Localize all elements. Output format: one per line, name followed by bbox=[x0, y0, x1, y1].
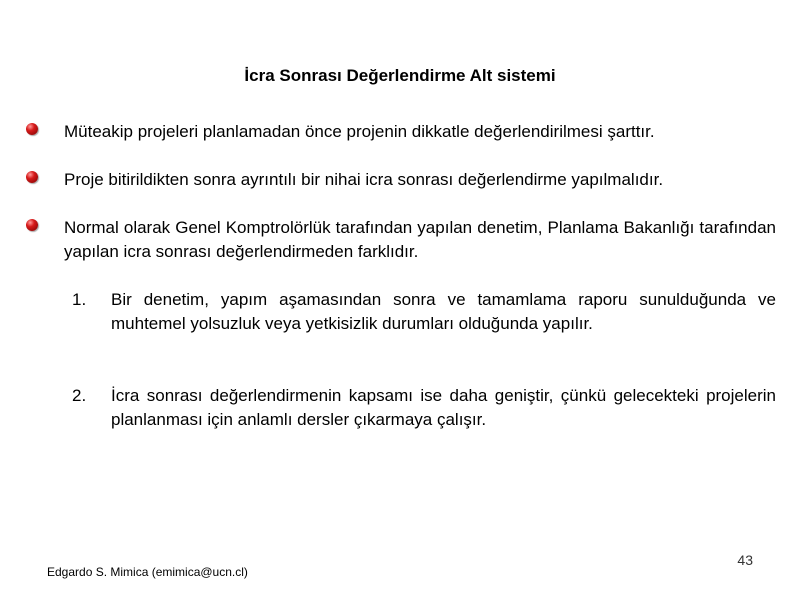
page-number: 43 bbox=[737, 552, 753, 568]
list-number: 1. bbox=[72, 290, 87, 309]
footer-author: Edgardo S. Mimica (emimica@ucn.cl) bbox=[47, 565, 248, 579]
numbered-text: Bir denetim, yapım aşamasından sonra ve tamamlama raporu sunulduğunda ve muhtemel yolsuzluk veya yetkisizlik durumları olduğunda yapılır. bbox=[111, 290, 776, 333]
red-ball-bullet-icon bbox=[26, 123, 38, 135]
bullet-text: Proje bitirildikten sonra ayrıntılı bir nihai icra sonrası değerlendirme yapılmalıdır. bbox=[64, 170, 664, 189]
numbered-text: İcra sonrası değerlendirmenin kapsamı ise daha geniştir, çünkü gelecekteki projelerin planlanması için anlamlı dersler çıkarmaya çalışır. bbox=[111, 386, 776, 429]
bullet-text: Normal olarak Genel Komptrolörlük tarafından yapılan denetim, Planlama Bakanlığı tarafından yapılan icra sonrası değerlendirmeden farklıdır. bbox=[64, 218, 776, 261]
bullet-text: Müteakip projeleri planlamadan önce projenin dikkatle değerlendirilmesi şarttır. bbox=[64, 122, 655, 141]
red-ball-bullet-icon bbox=[26, 171, 38, 183]
red-ball-bullet-icon bbox=[26, 219, 38, 231]
list-number: 2. bbox=[72, 386, 87, 405]
slide-title: İcra Sonrası Değerlendirme Alt sistemi bbox=[244, 66, 556, 85]
